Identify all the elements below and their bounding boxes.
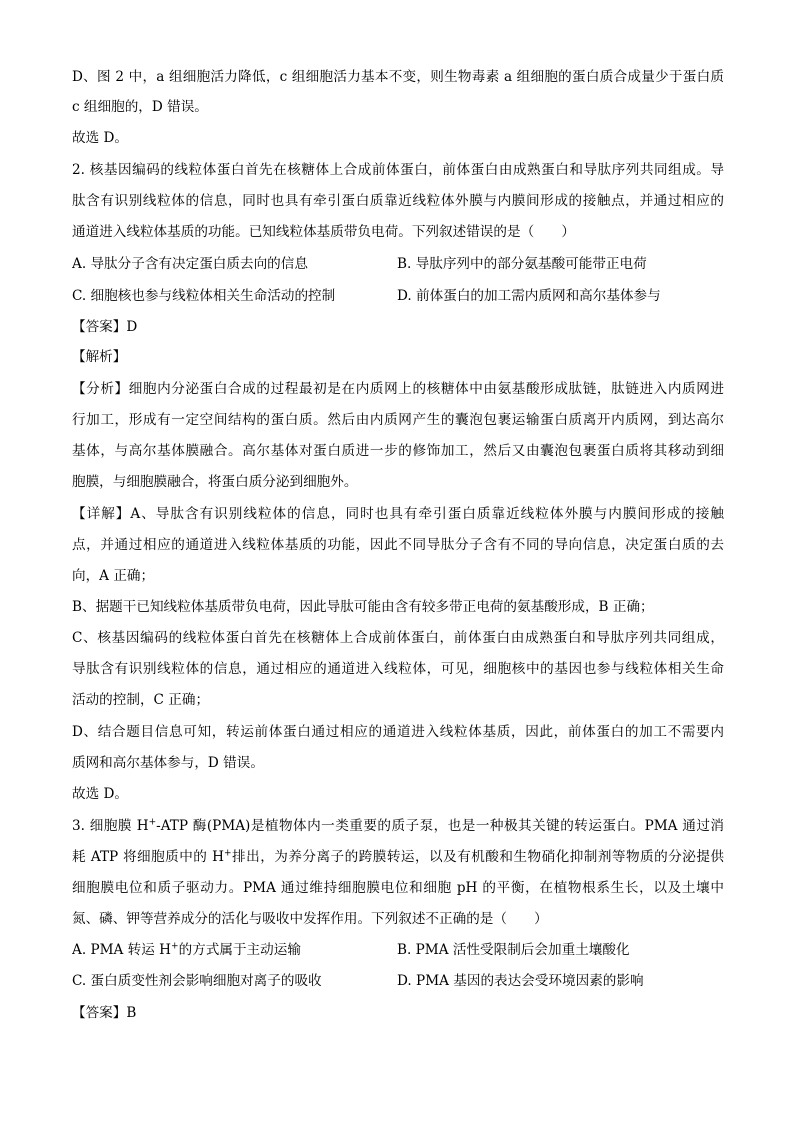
analysis-line bbox=[72, 379, 724, 399]
analysis-label: 【解析】 bbox=[72, 349, 127, 365]
superscript: + bbox=[224, 848, 232, 859]
question-3-stem: 细胞膜电位和质子驱动力。PMA 通过维持细胞膜电位和细胞 pH 的平衡，在植物根系生长，以及土壤中 bbox=[72, 880, 724, 896]
detail-line: 故选 D。 bbox=[72, 786, 129, 802]
detail-line: C、核基因编码的线粒体蛋白首先在核糖体上合成前体蛋白，前体蛋白由成熟蛋白和导肽序列共同组成， bbox=[72, 630, 724, 646]
question-3-stem bbox=[72, 816, 724, 836]
detail-line: 活动的控制，C 正确； bbox=[72, 692, 210, 708]
option-c: C. 细胞核也参与线粒体相关生命活动的控制 bbox=[72, 288, 336, 304]
q3-text: -ATP 酶(PMA)是植物体内一类重要的质子泵，也是一种极其关键的转运蛋白。PMA 通过消 bbox=[156, 818, 724, 834]
question-2-stem: 通道进入线粒体基质的功能。已知线粒体基质带负电荷。下列叙述错误的是（ ） bbox=[72, 224, 575, 240]
analysis-line: 胞膜，与细胞膜融合，将蛋白质分泌到细胞外。 bbox=[72, 474, 358, 490]
question-2-stem: 2. 核基因编码的线粒体蛋白首先在核糖体上合成前体蛋白，前体蛋白由成熟蛋白和导肽序列共同组成。导 bbox=[72, 162, 724, 178]
q3-text: 3. 细胞膜 H bbox=[72, 818, 149, 834]
superscript: + bbox=[148, 817, 157, 828]
answer-label: 【答案】D bbox=[72, 319, 138, 335]
detail-line: B、据题干已知线粒体基质带负电荷，因此导肽可能由含有较多带正电荷的氨基酸形成，B 正确； bbox=[72, 599, 654, 615]
option-a-text: A. PMA 转运 H bbox=[72, 942, 172, 958]
option-a-text: 的方式属于主动运输 bbox=[178, 942, 301, 958]
detail-line: D、结合题目信息可知，转运前体蛋白通过相应的通道进入线粒体基质，因此，前体蛋白的加工不需要内 bbox=[72, 724, 724, 740]
option-a: A. 导肽分子含有决定蛋白质去向的信息 bbox=[72, 256, 308, 272]
analysis-line: 基体，与高尔基体膜融合。高尔基体对蛋白质进一步的修饰加工，然后又由囊泡包裹蛋白质将其移动到细 bbox=[72, 443, 724, 459]
detail-line: 质网和高尔基体参与，D 错误。 bbox=[72, 755, 264, 771]
detail-text: A、导肽含有识别线粒体的信息，同时也具有牵引蛋白质靠近线粒体外膜与内膜间形成的接触 bbox=[130, 506, 724, 522]
option-row bbox=[72, 286, 724, 306]
option-row bbox=[72, 971, 724, 991]
option-c: C. 蛋白质变性剂会影响细胞对离子的吸收 bbox=[72, 973, 322, 989]
option-row bbox=[72, 254, 724, 274]
question-3-stem: 氮、磷、钾等营养成分的活化与吸收中发挥作用。下列叙述不正确的是（ ） bbox=[72, 911, 548, 927]
option-a bbox=[72, 942, 301, 958]
q3-text: 排出，为养分离子的跨膜转运，以及有机酸和生物硝化抑制剂等物质的分泌提供 bbox=[231, 849, 724, 865]
option-b: B. PMA 活性受限制后会加重土壤酸化 bbox=[397, 942, 630, 958]
question-2-stem: 肽含有识别线粒体的信息，同时也具有牵引蛋白质靠近线粒体外膜与内膜间形成的接触点，并通过相应的 bbox=[72, 193, 724, 209]
text-line: D、图 2 中，a 组细胞活力降低，c 组细胞活力基本不变，则生物毒素 a 组细胞的蛋白质合成量少于蛋白质 bbox=[72, 69, 724, 85]
q3-text: 耗 ATP 将细胞质中的 H bbox=[72, 849, 225, 865]
analysis-text: 细胞内分泌蛋白合成的过程最初是在内质网上的核糖体中由氨基酸形成肽链，肽链进入内质网进 bbox=[128, 381, 724, 397]
option-d: D. 前体蛋白的加工需内质网和高尔基体参与 bbox=[397, 288, 661, 304]
text-line: c 组细胞的，D 错误。 bbox=[72, 99, 208, 115]
analysis-tag: 【分析】 bbox=[72, 381, 129, 397]
superscript: + bbox=[171, 941, 179, 952]
detail-line bbox=[72, 504, 724, 524]
detail-line: 点，并通过相应的通道进入线粒体基质的功能，因此不同导肽分子含有不同的导向信息，决定蛋白质的去 bbox=[72, 537, 724, 553]
option-d: D. PMA 基因的表达会受环境因素的影响 bbox=[397, 973, 644, 989]
option-b: B. 导肽序列中的部分氨基酸可能带正电荷 bbox=[397, 256, 647, 272]
answer-label: 【答案】B bbox=[72, 1005, 137, 1021]
analysis-line: 行加工，形成有一定空间结构的蛋白质。然后由内质网产生的囊泡包裹运输蛋白质离开内质网，到达高尔 bbox=[72, 412, 724, 428]
detail-line: 向，A 正确； bbox=[72, 568, 155, 584]
detail-line: 导肽含有识别线粒体的信息，通过相应的通道进入线粒体，可见，细胞核中的基因也参与线粒体相关生命 bbox=[72, 661, 724, 677]
text-line: 故选 D。 bbox=[72, 130, 129, 146]
option-row bbox=[72, 940, 724, 960]
question-3-stem bbox=[72, 847, 724, 867]
detail-tag: 【详解】 bbox=[72, 506, 131, 522]
